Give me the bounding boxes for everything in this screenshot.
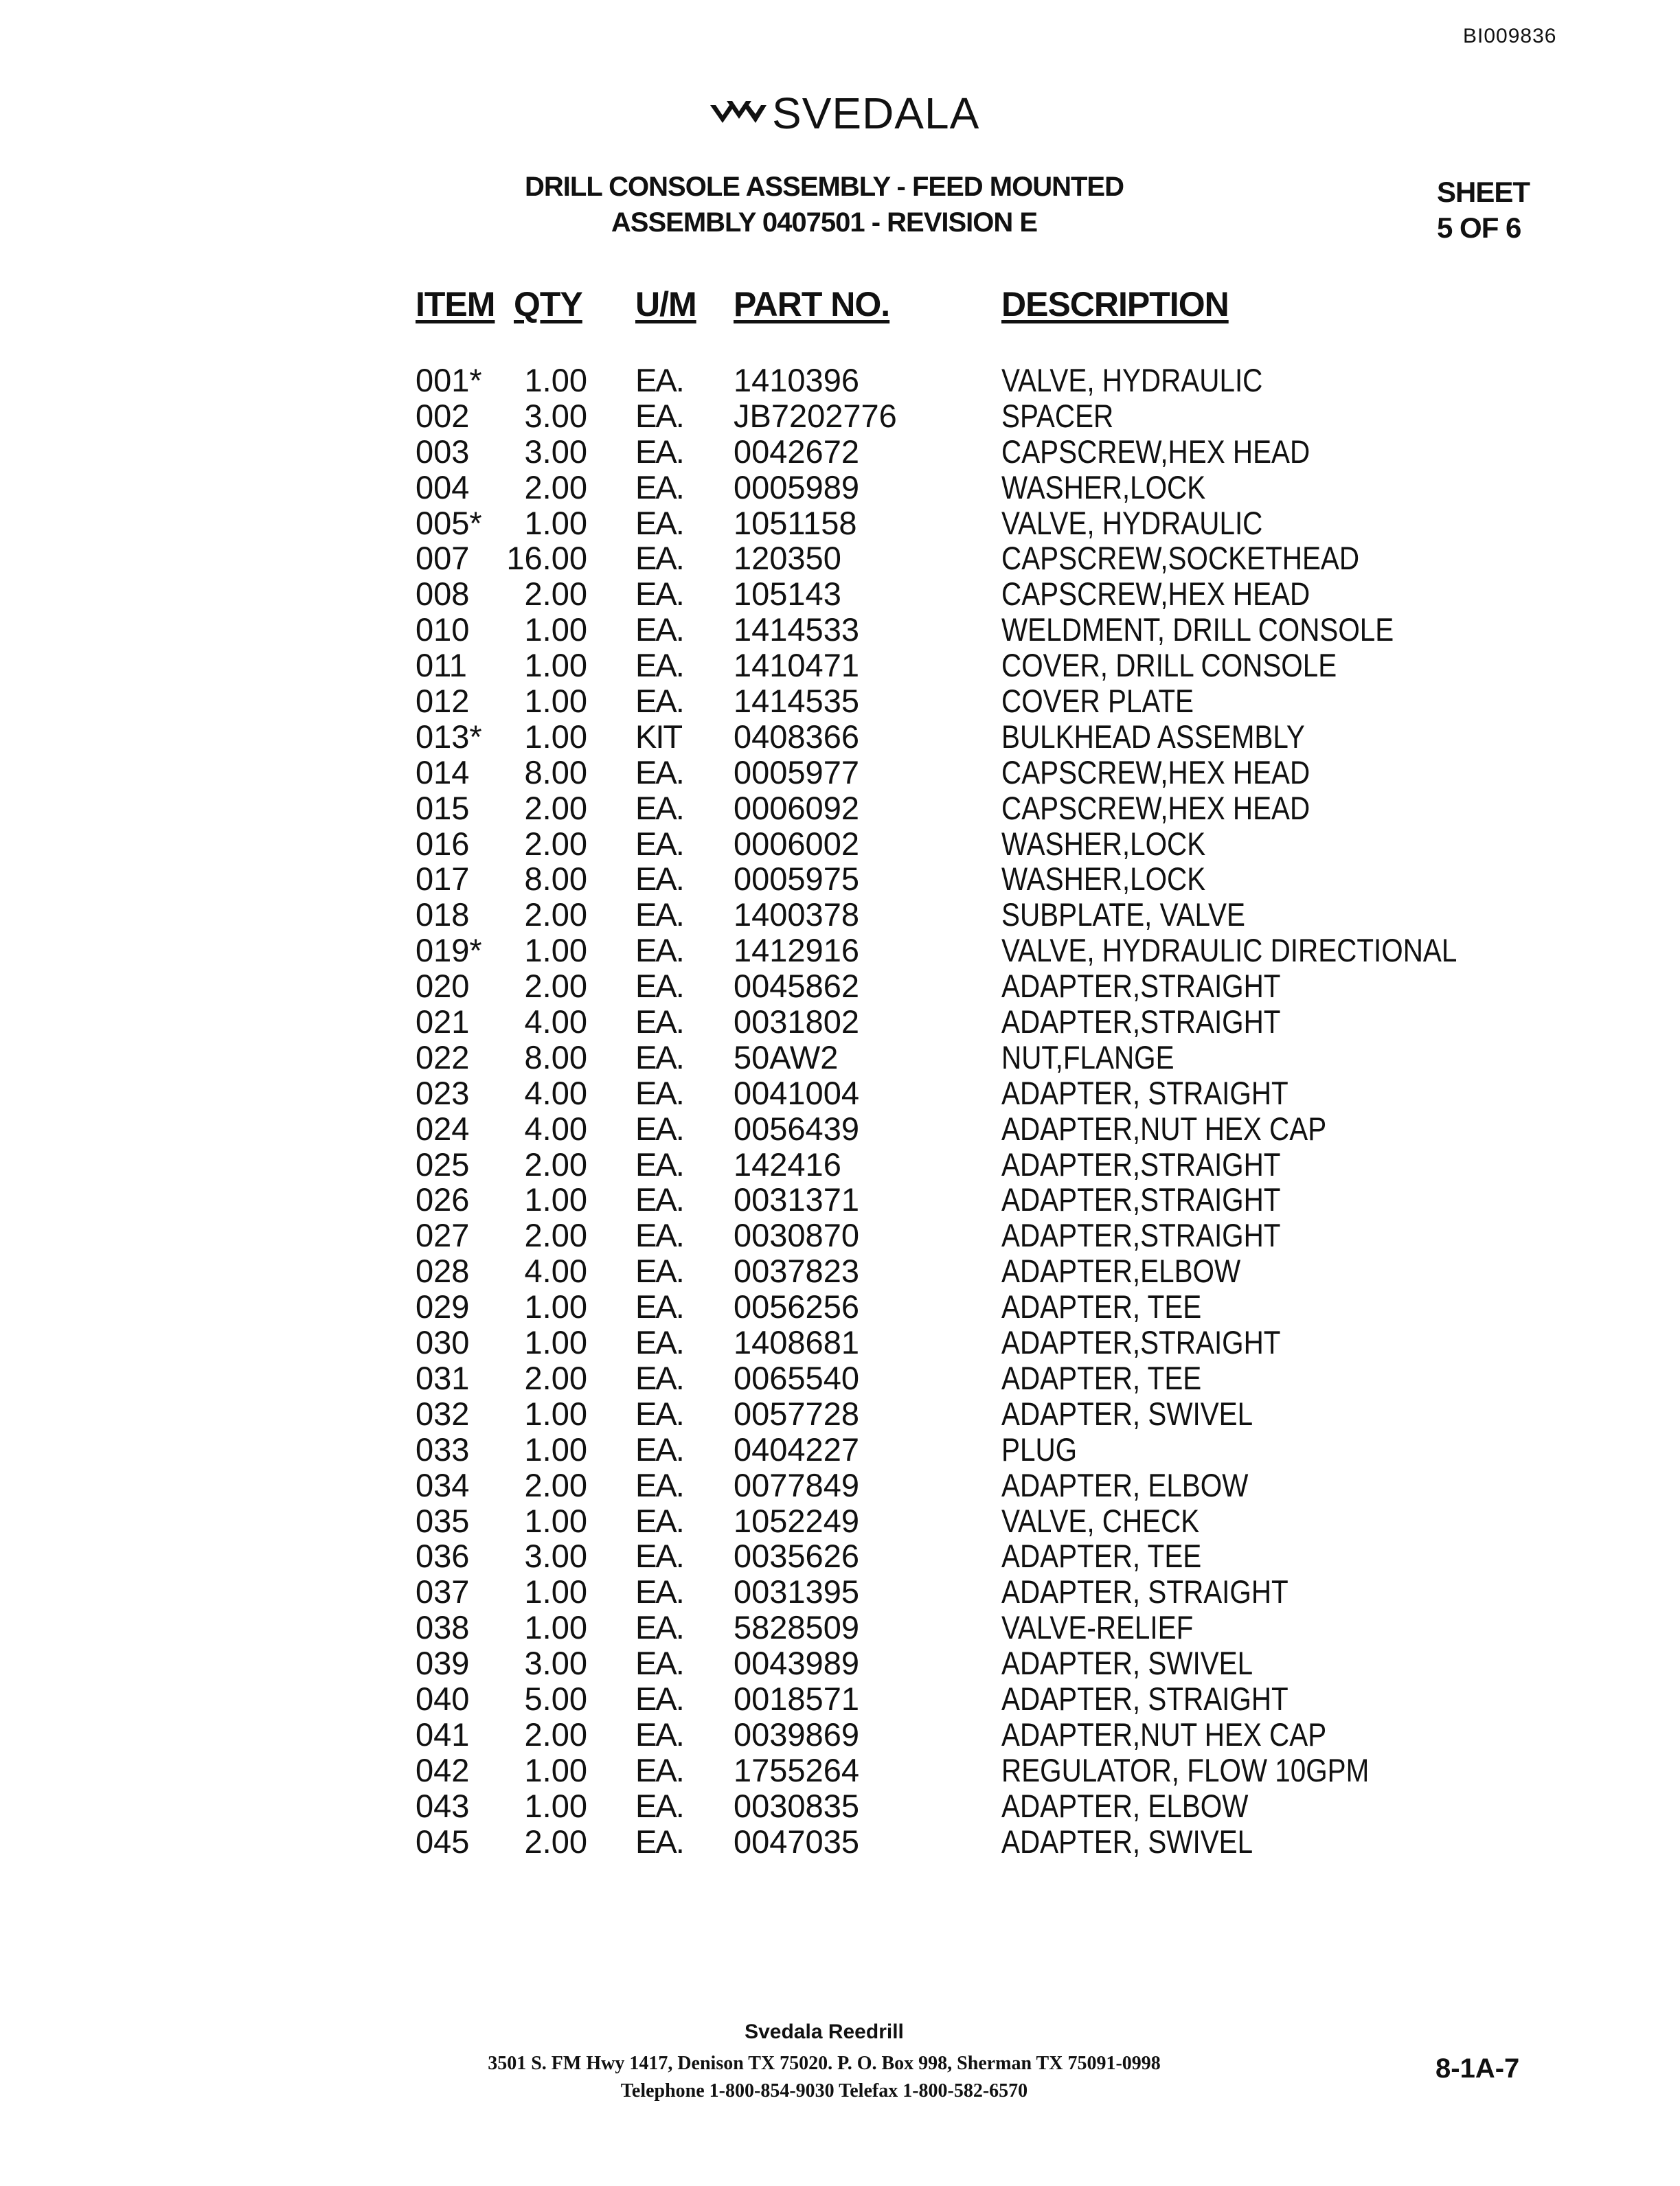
cell-description: ADAPTER,ELBOW: [1001, 1253, 1241, 1290]
cell-um: EA.: [635, 1395, 683, 1432]
cell-item: 034: [416, 1466, 470, 1503]
cell-qty: 1.00: [524, 362, 587, 398]
cell-um: EA.: [635, 1466, 683, 1503]
cell-part-no: 1400378: [734, 896, 859, 933]
cell-um: EA.: [635, 647, 683, 684]
cell-qty: 2.00: [524, 1466, 587, 1503]
cell-description: ADAPTER, ELBOW: [1001, 1466, 1249, 1503]
parts-table: [0, 363, 1680, 1859]
cell-item: 043: [416, 1787, 470, 1824]
cell-part-no: 1410471: [734, 647, 859, 684]
table-row: [0, 1147, 1680, 1183]
cell-qty: 2.00: [524, 896, 587, 933]
cell-part-no: 0005977: [734, 753, 859, 790]
cell-um: EA.: [635, 1074, 683, 1111]
cell-description: VALVE, HYDRAULIC: [1001, 362, 1263, 398]
cell-um: EA.: [635, 1680, 683, 1717]
cell-description: COVER, DRILL CONSOLE: [1001, 647, 1337, 684]
cell-part-no: 50AW2: [734, 1038, 839, 1075]
cell-um: EA.: [635, 968, 683, 1005]
cell-qty: 1.00: [524, 932, 587, 969]
cell-part-no: 0018571: [734, 1680, 859, 1717]
cell-description: VALVE, CHECK: [1001, 1502, 1200, 1539]
cell-part-no: 0047035: [734, 1823, 859, 1860]
cell-part-no: 0043989: [734, 1645, 859, 1682]
header-um: U/M: [635, 285, 696, 323]
cell-qty: 2.00: [524, 1823, 587, 1860]
cell-um: EA.: [635, 753, 683, 790]
table-row: [0, 1218, 1680, 1253]
cell-um: EA.: [635, 1146, 683, 1183]
cell-qty: 2.00: [524, 968, 587, 1005]
cell-item: 045: [416, 1823, 470, 1860]
cell-description: REGULATOR, FLOW 10GPM: [1001, 1751, 1370, 1788]
cell-item: 027: [416, 1217, 470, 1254]
cell-description: CAPSCREW,SOCKETHEAD: [1001, 540, 1360, 577]
cell-description: WASHER,LOCK: [1001, 861, 1206, 898]
cell-item: 010: [416, 611, 470, 648]
cell-um: EA.: [635, 789, 683, 826]
title-line-1: DRILL CONSOLE ASSEMBLY - FEED MOUNTED: [525, 172, 1124, 202]
table-row: [0, 648, 1680, 683]
cell-part-no: 0042672: [734, 433, 859, 470]
table-row: [0, 826, 1680, 862]
table-row: [0, 505, 1680, 541]
table-row: [0, 1788, 1680, 1824]
cell-part-no: 1414535: [734, 683, 859, 720]
cell-item: 013*: [416, 718, 482, 755]
table-row: [0, 1538, 1680, 1574]
cell-item: 001*: [416, 362, 482, 398]
footer-contact: [343, 2050, 1305, 2105]
svedala-logo: [707, 88, 979, 139]
sheet-indicator: [1437, 174, 1530, 246]
cell-item: 038: [416, 1609, 470, 1646]
cell-description: ADAPTER, TEE: [1001, 1538, 1202, 1575]
table-row: [0, 755, 1680, 790]
cell-description: ADAPTER,NUT HEX CAP: [1001, 1110, 1327, 1147]
cell-qty: 3.00: [524, 433, 587, 470]
cell-um: EA.: [635, 1502, 683, 1539]
cell-part-no: 0404227: [734, 1431, 859, 1468]
table-row: [0, 612, 1680, 648]
cell-item: 035: [416, 1502, 470, 1539]
cell-description: ADAPTER, STRAIGHT: [1001, 1680, 1289, 1717]
cell-um: EA.: [635, 1573, 683, 1610]
cell-item: 012: [416, 683, 470, 720]
cell-item: 033: [416, 1431, 470, 1468]
cell-item: 019*: [416, 932, 482, 969]
cell-item: 029: [416, 1288, 470, 1325]
cell-item: 030: [416, 1324, 470, 1361]
cell-item: 018: [416, 896, 470, 933]
cell-um: EA.: [635, 896, 683, 933]
cell-qty: 8.00: [524, 1038, 587, 1075]
cell-description: VALVE-RELIEF: [1001, 1609, 1194, 1646]
footer-company: Svedala Reedrill: [745, 2020, 904, 2043]
table-row: [0, 1289, 1680, 1325]
cell-um: EA.: [635, 1787, 683, 1824]
cell-item: 021: [416, 1003, 470, 1040]
cell-item: 031: [416, 1359, 470, 1396]
cell-part-no: 1051158: [734, 504, 857, 541]
cell-description: NUT,FLANGE: [1001, 1038, 1174, 1075]
cell-qty: 4.00: [524, 1074, 587, 1111]
table-row: [0, 968, 1680, 1004]
cell-part-no: 0056256: [734, 1288, 859, 1325]
cell-um: EA.: [635, 1359, 683, 1396]
cell-um: EA.: [635, 504, 683, 541]
cell-description: ADAPTER,STRAIGHT: [1001, 968, 1281, 1005]
cell-description: ADAPTER,STRAIGHT: [1001, 1324, 1281, 1361]
cell-um: EA.: [635, 1038, 683, 1075]
table-row: [0, 363, 1680, 398]
cell-description: ADAPTER, SWIVEL: [1001, 1823, 1253, 1860]
cell-part-no: 105143: [734, 576, 841, 613]
cell-description: ADAPTER, SWIVEL: [1001, 1645, 1253, 1682]
cell-qty: 8.00: [524, 753, 587, 790]
cell-um: EA.: [635, 1431, 683, 1468]
cell-part-no: 1412916: [734, 932, 859, 969]
cell-um: EA.: [635, 825, 683, 862]
cell-um: EA.: [635, 1253, 683, 1290]
cell-um: KIT: [635, 718, 682, 755]
cell-part-no: 1410396: [734, 362, 859, 398]
header-description: DESCRIPTION: [1001, 285, 1229, 323]
cell-item: 004: [416, 468, 470, 505]
table-row: [0, 398, 1680, 434]
cell-part-no: 0077849: [734, 1466, 859, 1503]
cell-description: CAPSCREW,HEX HEAD: [1001, 753, 1310, 790]
cell-part-no: 0031395: [734, 1573, 859, 1610]
cell-um: EA.: [635, 1538, 683, 1575]
cell-description: BULKHEAD ASSEMBLY: [1001, 718, 1305, 755]
cell-um: EA.: [635, 1716, 683, 1753]
cell-qty: 2.00: [524, 1359, 587, 1396]
cell-item: 015: [416, 789, 470, 826]
svedala-chevron-icon: [707, 95, 768, 131]
cell-description: VALVE, HYDRAULIC: [1001, 504, 1263, 541]
cell-item: 023: [416, 1074, 470, 1111]
cell-um: EA.: [635, 1823, 683, 1860]
page-number: 8-1A-7: [1435, 2053, 1520, 2084]
document-id: BI009836: [1463, 25, 1557, 47]
cell-part-no: 0065540: [734, 1359, 859, 1396]
cell-qty: 1.00: [524, 647, 587, 684]
cell-part-no: JB7202776: [734, 397, 897, 434]
cell-part-no: 0057728: [734, 1395, 859, 1432]
table-row: [0, 683, 1680, 719]
logo-text: SVEDALA: [772, 89, 980, 138]
table-row: [0, 1753, 1680, 1788]
cell-part-no: 120350: [734, 540, 841, 577]
cell-description: ADAPTER,NUT HEX CAP: [1001, 1716, 1327, 1753]
cell-part-no: 0006092: [734, 789, 859, 826]
cell-item: 039: [416, 1645, 470, 1682]
table-header: [0, 284, 1680, 326]
table-row: [0, 1824, 1680, 1860]
title-line-2: ASSEMBLY 0407501 - REVISION E: [611, 207, 1038, 238]
cell-description: ADAPTER,STRAIGHT: [1001, 1003, 1281, 1040]
cell-qty: 1.00: [524, 611, 587, 648]
table-row: [0, 1396, 1680, 1432]
cell-um: EA.: [635, 611, 683, 648]
cell-um: EA.: [635, 1645, 683, 1682]
cell-qty: 2.00: [524, 1217, 587, 1254]
cell-qty: 1.00: [524, 504, 587, 541]
table-row: [0, 1468, 1680, 1503]
cell-description: CAPSCREW,HEX HEAD: [1001, 433, 1310, 470]
cell-item: 028: [416, 1253, 470, 1290]
cell-part-no: 0005989: [734, 468, 859, 505]
table-row: [0, 719, 1680, 755]
cell-um: EA.: [635, 1181, 683, 1218]
cell-item: 008: [416, 576, 470, 613]
cell-description: ADAPTER, STRAIGHT: [1001, 1074, 1289, 1111]
sheet-label: SHEET: [1437, 176, 1530, 208]
table-row: [0, 470, 1680, 505]
cell-description: CAPSCREW,HEX HEAD: [1001, 576, 1310, 613]
cell-part-no: 0408366: [734, 718, 859, 755]
cell-um: EA.: [635, 362, 683, 398]
cell-description: ADAPTER, ELBOW: [1001, 1787, 1249, 1824]
table-row: [0, 1681, 1680, 1717]
cell-description: CAPSCREW,HEX HEAD: [1001, 789, 1310, 826]
cell-item: 024: [416, 1110, 470, 1147]
cell-qty: 1.00: [524, 1181, 587, 1218]
cell-qty: 2.00: [524, 468, 587, 505]
cell-um: EA.: [635, 540, 683, 577]
table-row: [0, 933, 1680, 968]
cell-um: EA.: [635, 1324, 683, 1361]
cell-description: WASHER,LOCK: [1001, 468, 1206, 505]
header-part-no: PART NO.: [734, 285, 890, 323]
cell-description: ADAPTER,STRAIGHT: [1001, 1146, 1281, 1183]
table-row: [0, 1325, 1680, 1360]
cell-description: VALVE, HYDRAULIC DIRECTIONAL: [1001, 932, 1457, 969]
cell-qty: 1.00: [524, 1431, 587, 1468]
cell-qty: 2.00: [524, 1146, 587, 1183]
cell-qty: 3.00: [524, 1645, 587, 1682]
cell-description: WELDMENT, DRILL CONSOLE: [1001, 611, 1394, 648]
cell-um: EA.: [635, 576, 683, 613]
cell-um: EA.: [635, 468, 683, 505]
cell-item: 017: [416, 861, 470, 898]
table-row: [0, 790, 1680, 826]
cell-qty: 1.00: [524, 683, 587, 720]
cell-part-no: 0037823: [734, 1253, 859, 1290]
cell-um: EA.: [635, 1288, 683, 1325]
cell-part-no: 1414533: [734, 611, 859, 648]
cell-item: 037: [416, 1573, 470, 1610]
cell-item: 014: [416, 753, 470, 790]
cell-description: ADAPTER,STRAIGHT: [1001, 1181, 1281, 1218]
cell-description: ADAPTER, STRAIGHT: [1001, 1573, 1289, 1610]
document-title: [412, 169, 1236, 240]
cell-um: EA.: [635, 1609, 683, 1646]
cell-part-no: 0041004: [734, 1074, 859, 1111]
cell-qty: 1.00: [524, 1502, 587, 1539]
table-row: [0, 861, 1680, 897]
cell-part-no: 0045862: [734, 968, 859, 1005]
cell-item: 002: [416, 397, 470, 434]
cell-item: 042: [416, 1751, 470, 1788]
cell-item: 025: [416, 1146, 470, 1183]
footer-address: 3501 S. FM Hwy 1417, Denison TX 75020. P. O. Box 998, Sherman TX 75091-0998: [488, 2053, 1161, 2074]
footer-phone: Telephone 1-800-854-9030 Telefax 1-800-582-6570: [620, 2080, 1028, 2102]
cell-qty: 1.00: [524, 1751, 587, 1788]
cell-qty: 4.00: [524, 1003, 587, 1040]
cell-part-no: 0005975: [734, 861, 859, 898]
cell-description: SPACER: [1001, 397, 1114, 434]
table-row: [0, 1075, 1680, 1111]
header-item: ITEM: [416, 285, 495, 323]
cell-description: ADAPTER, TEE: [1001, 1359, 1202, 1396]
sheet-number: 5 OF 6: [1437, 212, 1521, 244]
table-row: [0, 1040, 1680, 1075]
table-row: [0, 540, 1680, 576]
cell-um: EA.: [635, 1003, 683, 1040]
cell-qty: 2.00: [524, 1716, 587, 1753]
cell-qty: 8.00: [524, 861, 587, 898]
cell-part-no: 0031371: [734, 1181, 859, 1218]
cell-part-no: 5828509: [734, 1609, 859, 1646]
cell-part-no: 0039869: [734, 1716, 859, 1753]
cell-part-no: 1408681: [734, 1324, 859, 1361]
cell-item: 036: [416, 1538, 470, 1575]
cell-qty: 2.00: [524, 789, 587, 826]
table-row: [0, 576, 1680, 612]
cell-part-no: 1052249: [734, 1502, 859, 1539]
cell-qty: 1.00: [524, 1609, 587, 1646]
cell-part-no: 0030835: [734, 1787, 859, 1824]
cell-item: 003: [416, 433, 470, 470]
cell-item: 011: [416, 647, 467, 684]
cell-qty: 16.00: [506, 540, 587, 577]
cell-part-no: 0030870: [734, 1217, 859, 1254]
cell-description: ADAPTER, TEE: [1001, 1288, 1202, 1325]
cell-qty: 1.00: [524, 1288, 587, 1325]
cell-qty: 1.00: [524, 718, 587, 755]
table-row: [0, 1432, 1680, 1468]
table-row: [0, 1360, 1680, 1396]
cell-qty: 4.00: [524, 1110, 587, 1147]
cell-item: 005*: [416, 504, 482, 541]
cell-qty: 3.00: [524, 397, 587, 434]
cell-description: WASHER,LOCK: [1001, 825, 1206, 862]
table-row: [0, 1004, 1680, 1040]
table-row: [0, 1503, 1680, 1539]
table-row: [0, 897, 1680, 933]
cell-qty: 1.00: [524, 1787, 587, 1824]
cell-um: EA.: [635, 397, 683, 434]
cell-item: 016: [416, 825, 470, 862]
cell-item: 040: [416, 1680, 470, 1717]
cell-qty: 1.00: [524, 1395, 587, 1432]
cell-um: EA.: [635, 1751, 683, 1788]
cell-description: PLUG: [1001, 1431, 1078, 1468]
cell-description: COVER PLATE: [1001, 683, 1194, 720]
cell-description: SUBPLATE, VALVE: [1001, 896, 1245, 933]
cell-qty: 3.00: [524, 1538, 587, 1575]
table-row: [0, 1111, 1680, 1147]
cell-item: 032: [416, 1395, 470, 1432]
cell-part-no: 0056439: [734, 1110, 859, 1147]
table-row: [0, 434, 1680, 470]
cell-item: 007: [416, 540, 470, 577]
table-row: [0, 1646, 1680, 1681]
cell-um: EA.: [635, 433, 683, 470]
cell-um: EA.: [635, 861, 683, 898]
table-row: [0, 1253, 1680, 1289]
cell-item: 041: [416, 1716, 470, 1753]
cell-description: ADAPTER, SWIVEL: [1001, 1395, 1253, 1432]
cell-qty: 4.00: [524, 1253, 587, 1290]
cell-item: 022: [416, 1038, 470, 1075]
cell-qty: 2.00: [524, 825, 587, 862]
table-row: [0, 1610, 1680, 1646]
cell-um: EA.: [635, 932, 683, 969]
cell-qty: 5.00: [524, 1680, 587, 1717]
cell-qty: 1.00: [524, 1324, 587, 1361]
cell-item: 026: [416, 1181, 470, 1218]
cell-item: 020: [416, 968, 470, 1005]
cell-qty: 1.00: [524, 1573, 587, 1610]
cell-um: EA.: [635, 1217, 683, 1254]
cell-part-no: 0006002: [734, 825, 859, 862]
cell-description: ADAPTER,STRAIGHT: [1001, 1217, 1281, 1254]
table-row: [0, 1574, 1680, 1610]
header-qty: QTY: [514, 285, 582, 323]
cell-part-no: 0031802: [734, 1003, 859, 1040]
cell-part-no: 1755264: [734, 1751, 859, 1788]
cell-um: EA.: [635, 1110, 683, 1147]
table-row: [0, 1717, 1680, 1753]
cell-qty: 2.00: [524, 576, 587, 613]
cell-um: EA.: [635, 683, 683, 720]
table-row: [0, 1182, 1680, 1218]
cell-part-no: 0035626: [734, 1538, 859, 1575]
cell-part-no: 142416: [734, 1146, 841, 1183]
